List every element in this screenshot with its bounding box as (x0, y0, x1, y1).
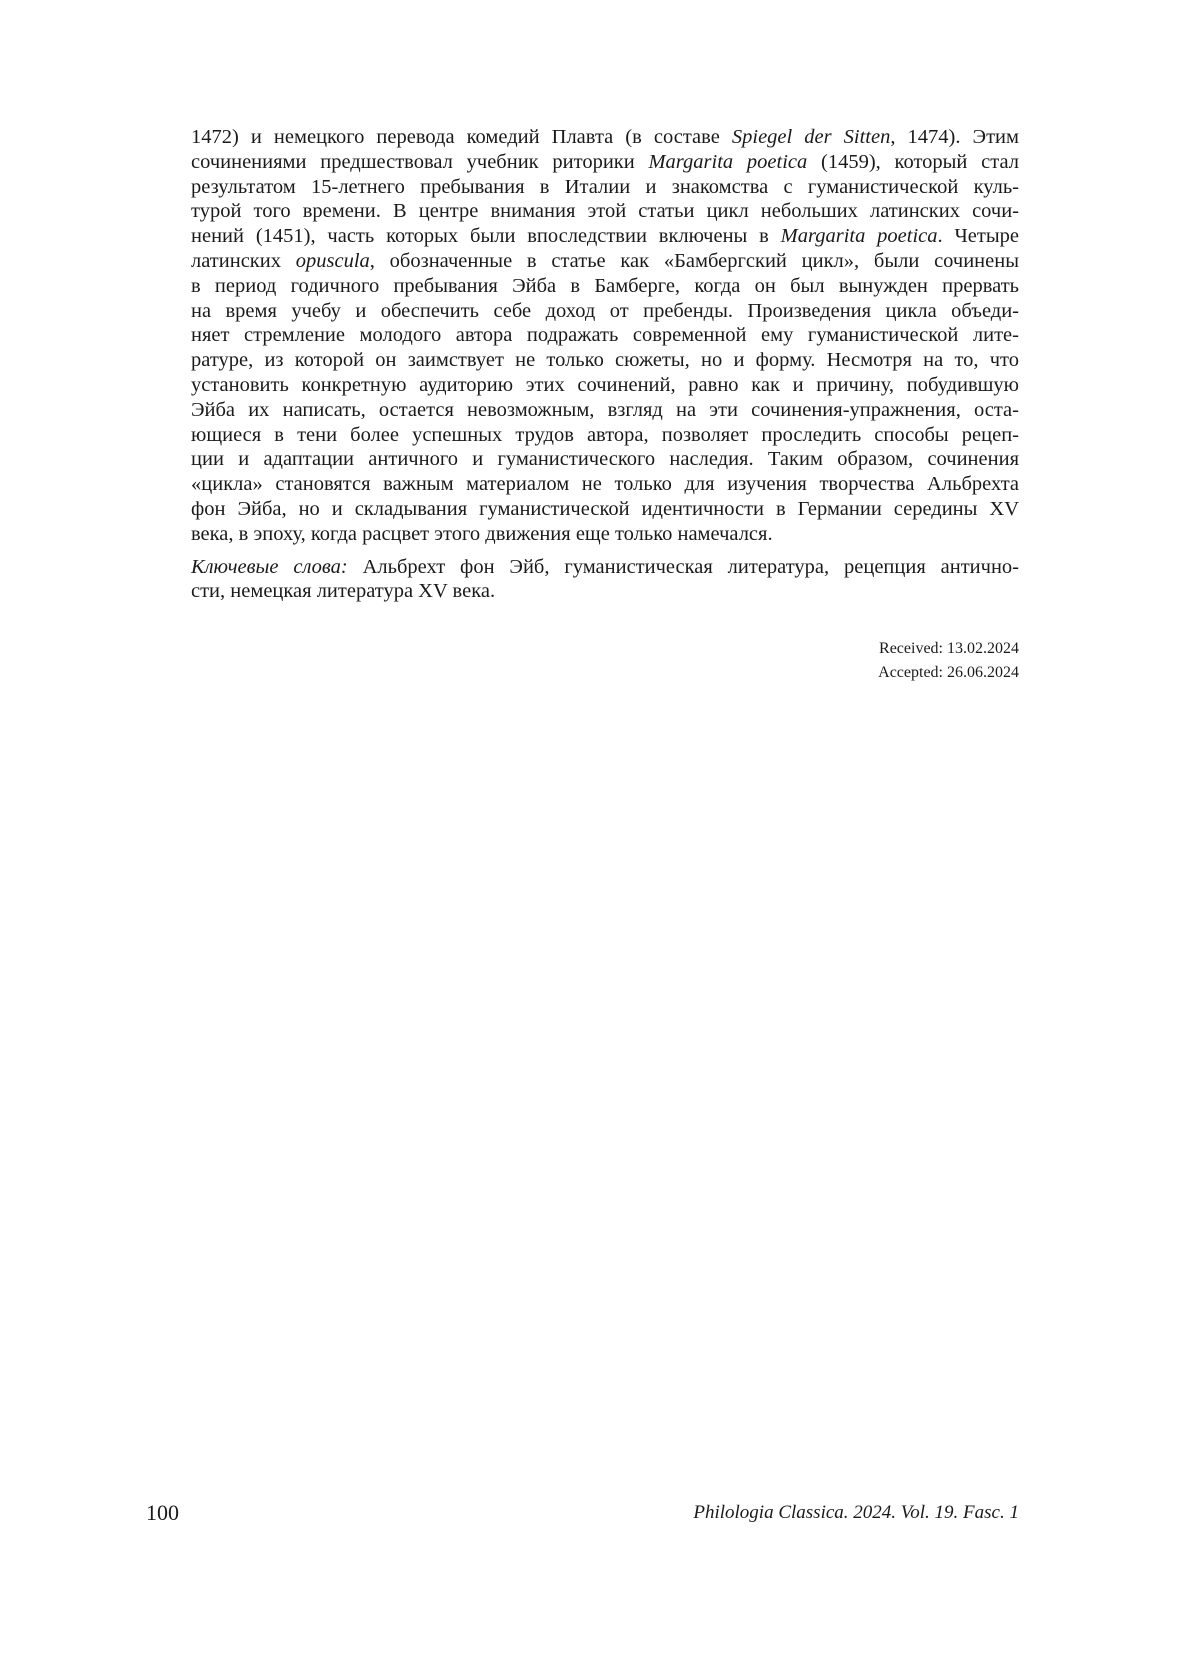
abstract-line-text-tail: (1459), который стал (807, 150, 1019, 173)
abstract-line-text-tail: . Четыре (937, 225, 1019, 248)
abstract-line (191, 175, 1019, 200)
abstract-line (191, 249, 1019, 274)
abstract-line (191, 472, 1019, 497)
abstract-line (191, 199, 1019, 224)
abstract-line-text: 1472) и немецкого перевода комедий Плавта (в составе (191, 126, 732, 148)
abstract-line-text: Эйба их написать, остается невозможным, взгляд на эти сочинения-упражнения, оста- (191, 398, 1019, 421)
abstract-line-text: сочинениями предшествовал учебник риторики (191, 150, 649, 173)
received-date: Received: 13.02.2024 (879, 640, 1019, 657)
abstract-line-italic-title: Margarita poetica (648, 150, 808, 173)
abstract-line-text: ратуре, из которой он заимствует не только сюжеты, но и форму. Несмотря на то, что (191, 349, 1019, 372)
abstract-line-text: фон Эйба, но и складывания гуманистической идентичности в Германии середины XV (191, 497, 1019, 520)
submission-dates (878, 637, 1019, 685)
abstract-line (191, 373, 1019, 398)
abstract-paragraph (191, 125, 1019, 547)
keywords-text-line-2: сти, немецкая литература XV века. (191, 580, 496, 603)
abstract-line-italic-title: Margarita poetica (780, 225, 938, 248)
abstract-line-text: няет стремление молодого автора подражать современной ему гуманистической лите- (191, 324, 1019, 347)
abstract-line (191, 150, 1019, 175)
abstract-line-text: нений (1451), часть которых были впоследствии включены в (191, 225, 781, 248)
abstract-line (191, 447, 1019, 472)
abstract-line-text: установить конкретную аудиторию этих сочинений, равно как и причину, побудившую (191, 373, 1019, 396)
page-number: 100 (146, 1500, 179, 1525)
abstract-line (191, 522, 1019, 547)
abstract-line-text-tail: , обозначенные в статье как «Бамбергский цикл», были сочинены (369, 249, 1019, 272)
abstract-line-text: на время учебу и обеспечить себе доход от пребенды. Произведения цикла объеди- (191, 299, 1019, 322)
abstract-line-text: века, в эпоху, когда расцвет этого движения еще только намечался. (191, 522, 773, 545)
abstract-line-text: ющиеся в тени более успешных трудов автора, позволяет проследить способы рецеп- (191, 423, 1019, 446)
abstract-line (191, 323, 1019, 348)
abstract-line-italic-title: Spiegel der Sitten (731, 126, 891, 148)
abstract-line-text: в период годичного пребывания Эйба в Бамберге, когда он был вынужден прервать (191, 274, 1019, 297)
accepted-date: Accepted: 26.06.2024 (878, 664, 1019, 681)
abstract-line-text: латинских (191, 249, 296, 272)
abstract-line (191, 274, 1019, 299)
abstract-line-text: ции и адаптации античного и гуманистического наследия. Таким образом, сочинения (191, 448, 1019, 471)
abstract-line-text: результатом 15-летнего пребывания в Италии и знакомства с гуманистической куль- (191, 175, 1019, 198)
abstract-body (191, 125, 1019, 604)
keywords-paragraph (191, 555, 1019, 605)
abstract-line (191, 398, 1019, 423)
abstract-line (191, 497, 1019, 522)
keywords-text-line-1: Альбрехт фон Эйб, гуманистическая литература, рецепция антично- (347, 555, 1019, 578)
abstract-line-italic-title: opuscula (295, 249, 370, 272)
abstract-line (191, 224, 1019, 249)
abstract-line (191, 348, 1019, 373)
abstract-line (191, 299, 1019, 324)
abstract-line (191, 423, 1019, 448)
abstract-line (191, 125, 1019, 150)
abstract-line-text-tail: , 1474). Этим (890, 126, 1019, 148)
abstract-line-text: «цикла» становятся важным материалом не только для изучения творчества Альбрехта (191, 473, 1019, 496)
abstract-line-text: турой того времени. В центре внимания этой статьи цикл небольших латинских сочи- (191, 200, 1019, 223)
keywords-label: Ключевые слова: (191, 555, 348, 578)
journal-citation: Philologia Classica. 2024. Vol. 19. Fasc. 1 (693, 1502, 1019, 1523)
